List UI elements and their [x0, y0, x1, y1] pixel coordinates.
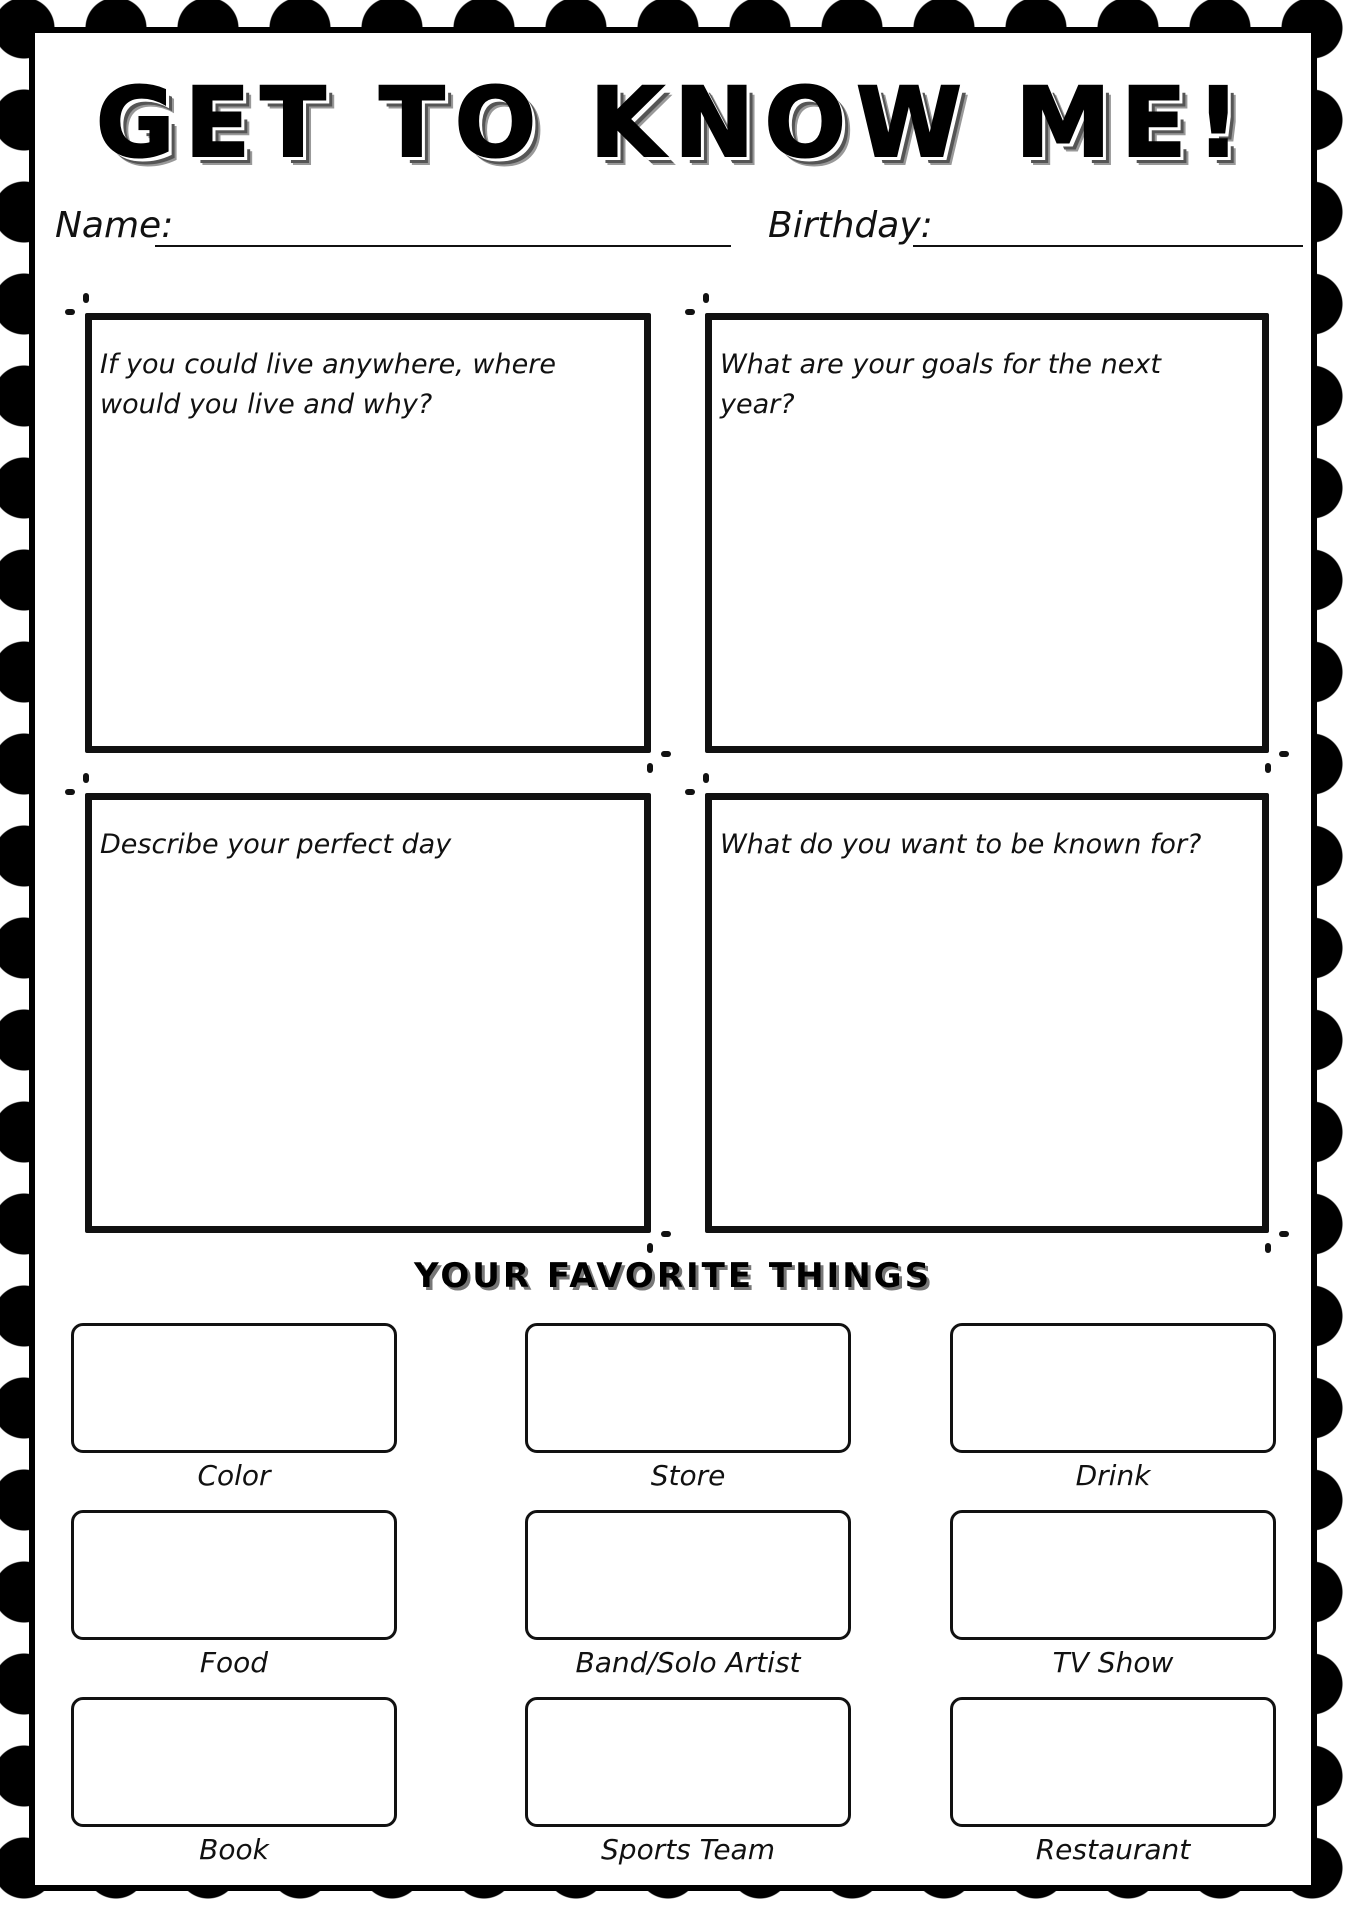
- favorite-label: Band/Solo Artist: [575, 1646, 801, 1679]
- question-text: If you could live anywhere, where would you live and why?: [100, 349, 556, 420]
- favorite-color[interactable]: [71, 1323, 397, 1492]
- favorite-tv-show[interactable]: [950, 1510, 1276, 1679]
- favorite-input-box[interactable]: [950, 1510, 1276, 1640]
- favorite-label: Book: [199, 1833, 269, 1866]
- page-title: GET TO KNOW ME!: [95, 67, 1251, 179]
- favorite-sports-team[interactable]: [525, 1697, 851, 1866]
- favorite-drink[interactable]: [950, 1323, 1276, 1492]
- question-text: Describe your perfect day: [100, 829, 452, 860]
- favorite-book[interactable]: [71, 1697, 397, 1866]
- favorites-heading: YOUR FAVORITE THINGS: [413, 1256, 933, 1296]
- favorite-input-box[interactable]: [525, 1510, 851, 1640]
- favorite-restaurant[interactable]: [950, 1697, 1276, 1866]
- birthday-label: Birthday:: [768, 205, 933, 246]
- favorite-input-box[interactable]: [71, 1697, 397, 1827]
- favorite-input-box[interactable]: [950, 1697, 1276, 1827]
- favorite-input-box[interactable]: [950, 1323, 1276, 1453]
- favorite-input-box[interactable]: [525, 1697, 851, 1827]
- favorite-input-box[interactable]: [71, 1510, 397, 1640]
- favorite-input-box[interactable]: [525, 1323, 851, 1453]
- name-field[interactable]: [155, 245, 731, 247]
- favorite-label: TV Show: [1052, 1646, 1174, 1679]
- favorite-label: Restaurant: [1035, 1833, 1191, 1866]
- favorite-label: Sports Team: [601, 1833, 775, 1866]
- question-box-known-for[interactable]: [705, 793, 1269, 1233]
- worksheet: [29, 27, 1317, 1891]
- favorite-band[interactable]: [525, 1510, 851, 1679]
- question-box-perfect-day[interactable]: [85, 793, 651, 1233]
- name-label: Name:: [55, 205, 174, 246]
- favorite-food[interactable]: [71, 1510, 397, 1679]
- favorite-store[interactable]: [525, 1323, 851, 1492]
- question-box-live-anywhere[interactable]: [85, 313, 651, 753]
- birthday-field[interactable]: [913, 245, 1303, 247]
- favorite-label: Food: [199, 1646, 269, 1679]
- question-text: What do you want to be known for?: [720, 829, 1202, 860]
- favorite-label: Color: [197, 1459, 271, 1492]
- question-box-goals[interactable]: [705, 313, 1269, 753]
- question-text: What are your goals for the next year?: [720, 349, 1161, 420]
- favorite-label: Store: [650, 1459, 726, 1492]
- favorite-label: Drink: [1075, 1459, 1151, 1492]
- favorite-input-box[interactable]: [71, 1323, 397, 1453]
